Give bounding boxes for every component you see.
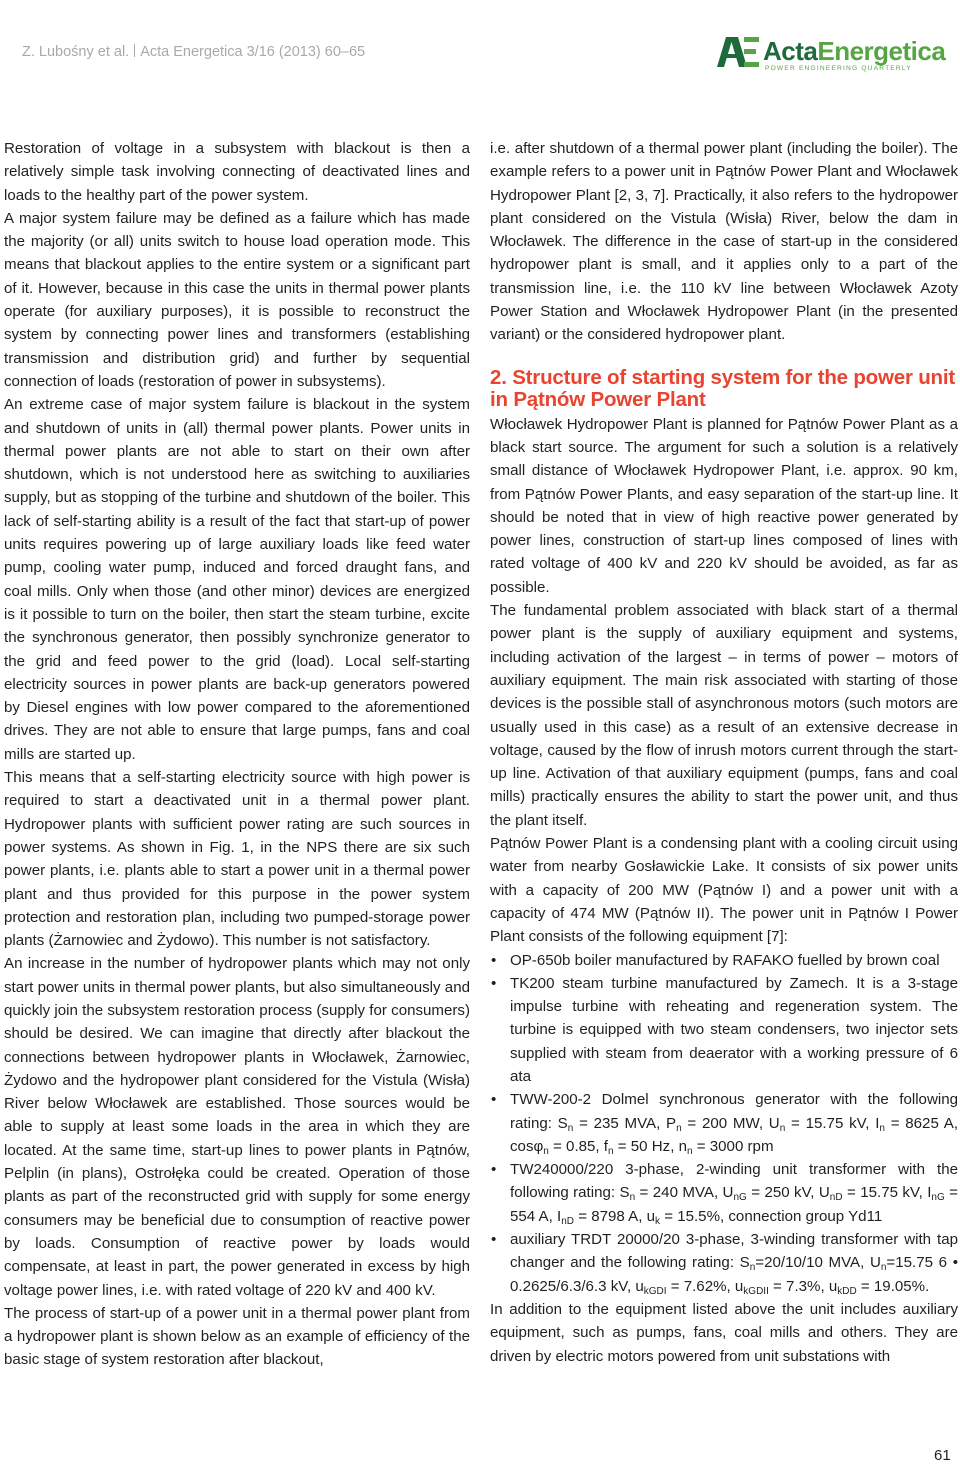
bullet-icon: •: [491, 1231, 497, 1249]
left-paragraph-1: Restoration of voltage in a subsystem with blackout is then a relatively simple task involving connecting of deactivated lines and loads to the healthy part of the power system.: [4, 140, 470, 204]
left-paragraph-4: This means that a self-starting electricity source with high power is required to start a deactivated unit in a thermal power plant. Hydropower plants with sufficient power rating are such sources in power systems. As shown in Fig. 1, in the NPS there are six such power plants, i.e. plants able to start a power unit in a thermal power plant and thus provided for this purpose in the power system protection and restoration plan, including two pumped-storage power plants (Żarnowiec and Żydowo). This number is not satisfactory.: [4, 769, 470, 950]
right-paragraph-4: Pątnów Power Plant is a condensing plant with a cooling circuit using water from nearby Gosławickie Lake. It consists of six power units with a capacity of 200 MW (Pątnów I) and a power unit with a capacity of 474 MW (Pątnów II). The power unit in Pątnów I Power Plant consists of the following equipment [7]:: [490, 835, 958, 946]
list-item: • TK200 steam turbine manufactured by Zamech. It is a 3-stage impulse turbine with reheating and regeneration system. The turbine is equipped with two steam condensers, two injector sets supplied with steam from deaerator with a working pressure of 6 ata: [490, 972, 958, 1088]
section-heading: 2. Structure of starting system for the power unit in Pątnów Power Plant: [490, 365, 955, 411]
bullet-icon: •: [491, 974, 497, 992]
header-separator: [134, 44, 135, 57]
list-item: • OP-650b boiler manufactured by RAFAKO fuelled by brown coal: [490, 949, 958, 972]
header-journal-ref: Acta Energetica 3/16 (2013) 60–65: [140, 44, 366, 60]
page-number: 61: [934, 1447, 951, 1464]
left-paragraph-6: The process of start-up of a power unit in a thermal power plant from a hydropower plant is shown below as an example of efficiency of the basic stage of system restoration after blackout,: [4, 1304, 470, 1369]
list-item: • TW240000/220 3-phase, 2-winding unit transformer with the following rating: $S_n = 240$ MVA, $U_{nG} = 250$ kV, $U_{nD} = 15.75$ kV, $I_{nG} = 554$ A, $I_{nD} = 8798$ A, $u_k = 15.5\%$, connection group Yd11: [490, 1158, 958, 1228]
equipment-list: [490, 949, 958, 1298]
list-item: • TWW-200-2 Dolmel synchronous generator with the following rating: $S_n = 235$ MVA, $P_n = 200$ MW, $U_n = 15.75$ kV, $I_n = 8625$ A, cosφ$_n$ = 0.85, $f_n = 50$ Hz, $n_n = 3000$ rpm: [490, 1088, 958, 1158]
right-paragraph-5: In addition to the equipment listed above the unit includes auxiliary equipment, such as pumps, fans, coal mills and others. They are driven by electric motors powered from unit substations with: [490, 1300, 958, 1365]
right-paragraph-1: i.e. after shutdown of a thermal power plant (including the boiler). The example refers to a power unit in Pątnów Power Plant and Włocławek Hydropower Plant [2, 3, 7]. Practically, it also refers to the hydropower plant considered on the Vistula (Wisła) River, below the dam in Włocławek. The difference in the case of start-up in the considered hydropower plant is small, and it applies only to a part of the transmission line, i.e. the 110 kV line between Włocławek Azoty Power Station and Włocławek Hydropower Plant (in the presented variant) or the considered hydropower plant.: [490, 140, 958, 344]
journal-logo-tagline: POWER ENGINEERING QUARTERLY: [765, 65, 912, 72]
bullet-icon: •: [491, 1091, 497, 1109]
left-paragraph-5: An increase in the number of hydropower plants which may not only start power units in thermal power plants, but also simultaneously and quickly join the subsystem restoration process (supply for consumers) should be desired. We can imagine that directly after blackout the connections between hydropower plants in Włocławek, Żarnowiec, Żydowo and the hydropower plant considered for the Vistula (Wisła) River below Włocławek are established. Those sources would be able to supply at least some loads in the area in which they are located. At the same time, start-up lines to power plants in Pątnów, Pelplin (in plans), Ostrołęka could be created. Operation of those plants as part of the reconstructed grid with supply for some energy consumers may be beneficial due to consumption of reactive power by loads. Consumption of reactive power by loads would compensate, at least in part, the power generated in excess by high voltage power lines, i.e. with rated voltage of 220 kV and 400 kV.: [4, 955, 470, 1299]
bullet-icon: •: [491, 1161, 497, 1179]
journal-logo: [717, 37, 957, 75]
journal-logo-icon: [717, 37, 761, 67]
journal-logo-name: ActaEnergetica: [763, 36, 946, 66]
right-column: [490, 137, 958, 1368]
right-paragraph-2: Włocławek Hydropower Plant is planned for Pątnów Power Plant as a black start source. The argument for such a solution is a relatively small distance of Włocławek Hydropower Plant, i.e. approx. 90 km, from Pątnów Power Plants, and easy separation of the start-up line. It should be noted that in view of high reactive power generated by power lines, construction of start-up lines composed of lines with rated voltage of 400 kV and 220 kV should be avoided, as far as possible.: [490, 415, 958, 596]
bullet-icon: •: [491, 951, 497, 969]
left-paragraph-3: An extreme case of major system failure is blackout in the system and shutdown of units in (all) thermal power plants. Power units in thermal power plants are not able to start on their own after shutdown, which is not understood here as switching to auxiliaries supply, but as stopping of the turbine and shutdown of the boiler. This lack of self-starting ability is a result of the fact that start-up of power units requires powering up of large auxiliary loads like feed water pump, cooling water pump, induced and forced draught fans, and coal mills. Only when those (and other minor) devices are energized is it possible to turn on the boiler, then start the steam turbine, excite the synchronous generator, then possibly synchronize generator to the grid and feed power to the grid (load). Local self-starting electricity sources in power plants are back-up generators powered by Diesel engines with low power compared to the aforementioned drives. They are not able to ensure that large pumps, fans and coal mills are started up.: [4, 396, 470, 763]
header-authors: Z. Lubośny et al.: [22, 44, 130, 60]
left-paragraph-2: A major system failure may be defined as a failure which has made the majority (or all) units switch to house load operation mode. This means that blackout applies to the entire system or a significant part of it. However, because in this case the units in thermal power plants operate (for auxiliary purposes), it is possible to reconstruct the system by connecting power lines and transformers (establishing transmission and distribution grid) and further by sequential connection of loads (restoration of power in subsystems).: [4, 209, 470, 390]
left-column: [4, 137, 470, 1372]
list-item: • auxiliary TRDT 20000/20 3-phase, 3-winding transformer with tap changer and the following rating: $S_n=20/10/10$ MVA, $U_n=15.75$ 6 • 0.2625/6.3/6.3 kV, $u_{kGDI} = 7.62\%$, $u_{kGDII} = 7.3\%$, $u_{kDD} = 19.05\%$.: [490, 1228, 958, 1298]
running-header: [22, 44, 365, 60]
right-paragraph-3: The fundamental problem associated with black start of a thermal power plant is the supply of auxiliary equipment and systems, including activation of the largest – in terms of power – motors of auxiliary equipment. The main risk associated with starting of those devices is the possible stall of asynchronous motors (such motors are usually used in this case) as a result of an extensive decrease in voltage, caused by the flow of inrush motors current through the start-up line. Activation of that auxiliary equipment (pumps, fans and coal mills) practically ensures the ability to start the power unit, and thus the plant itself.: [490, 602, 958, 829]
